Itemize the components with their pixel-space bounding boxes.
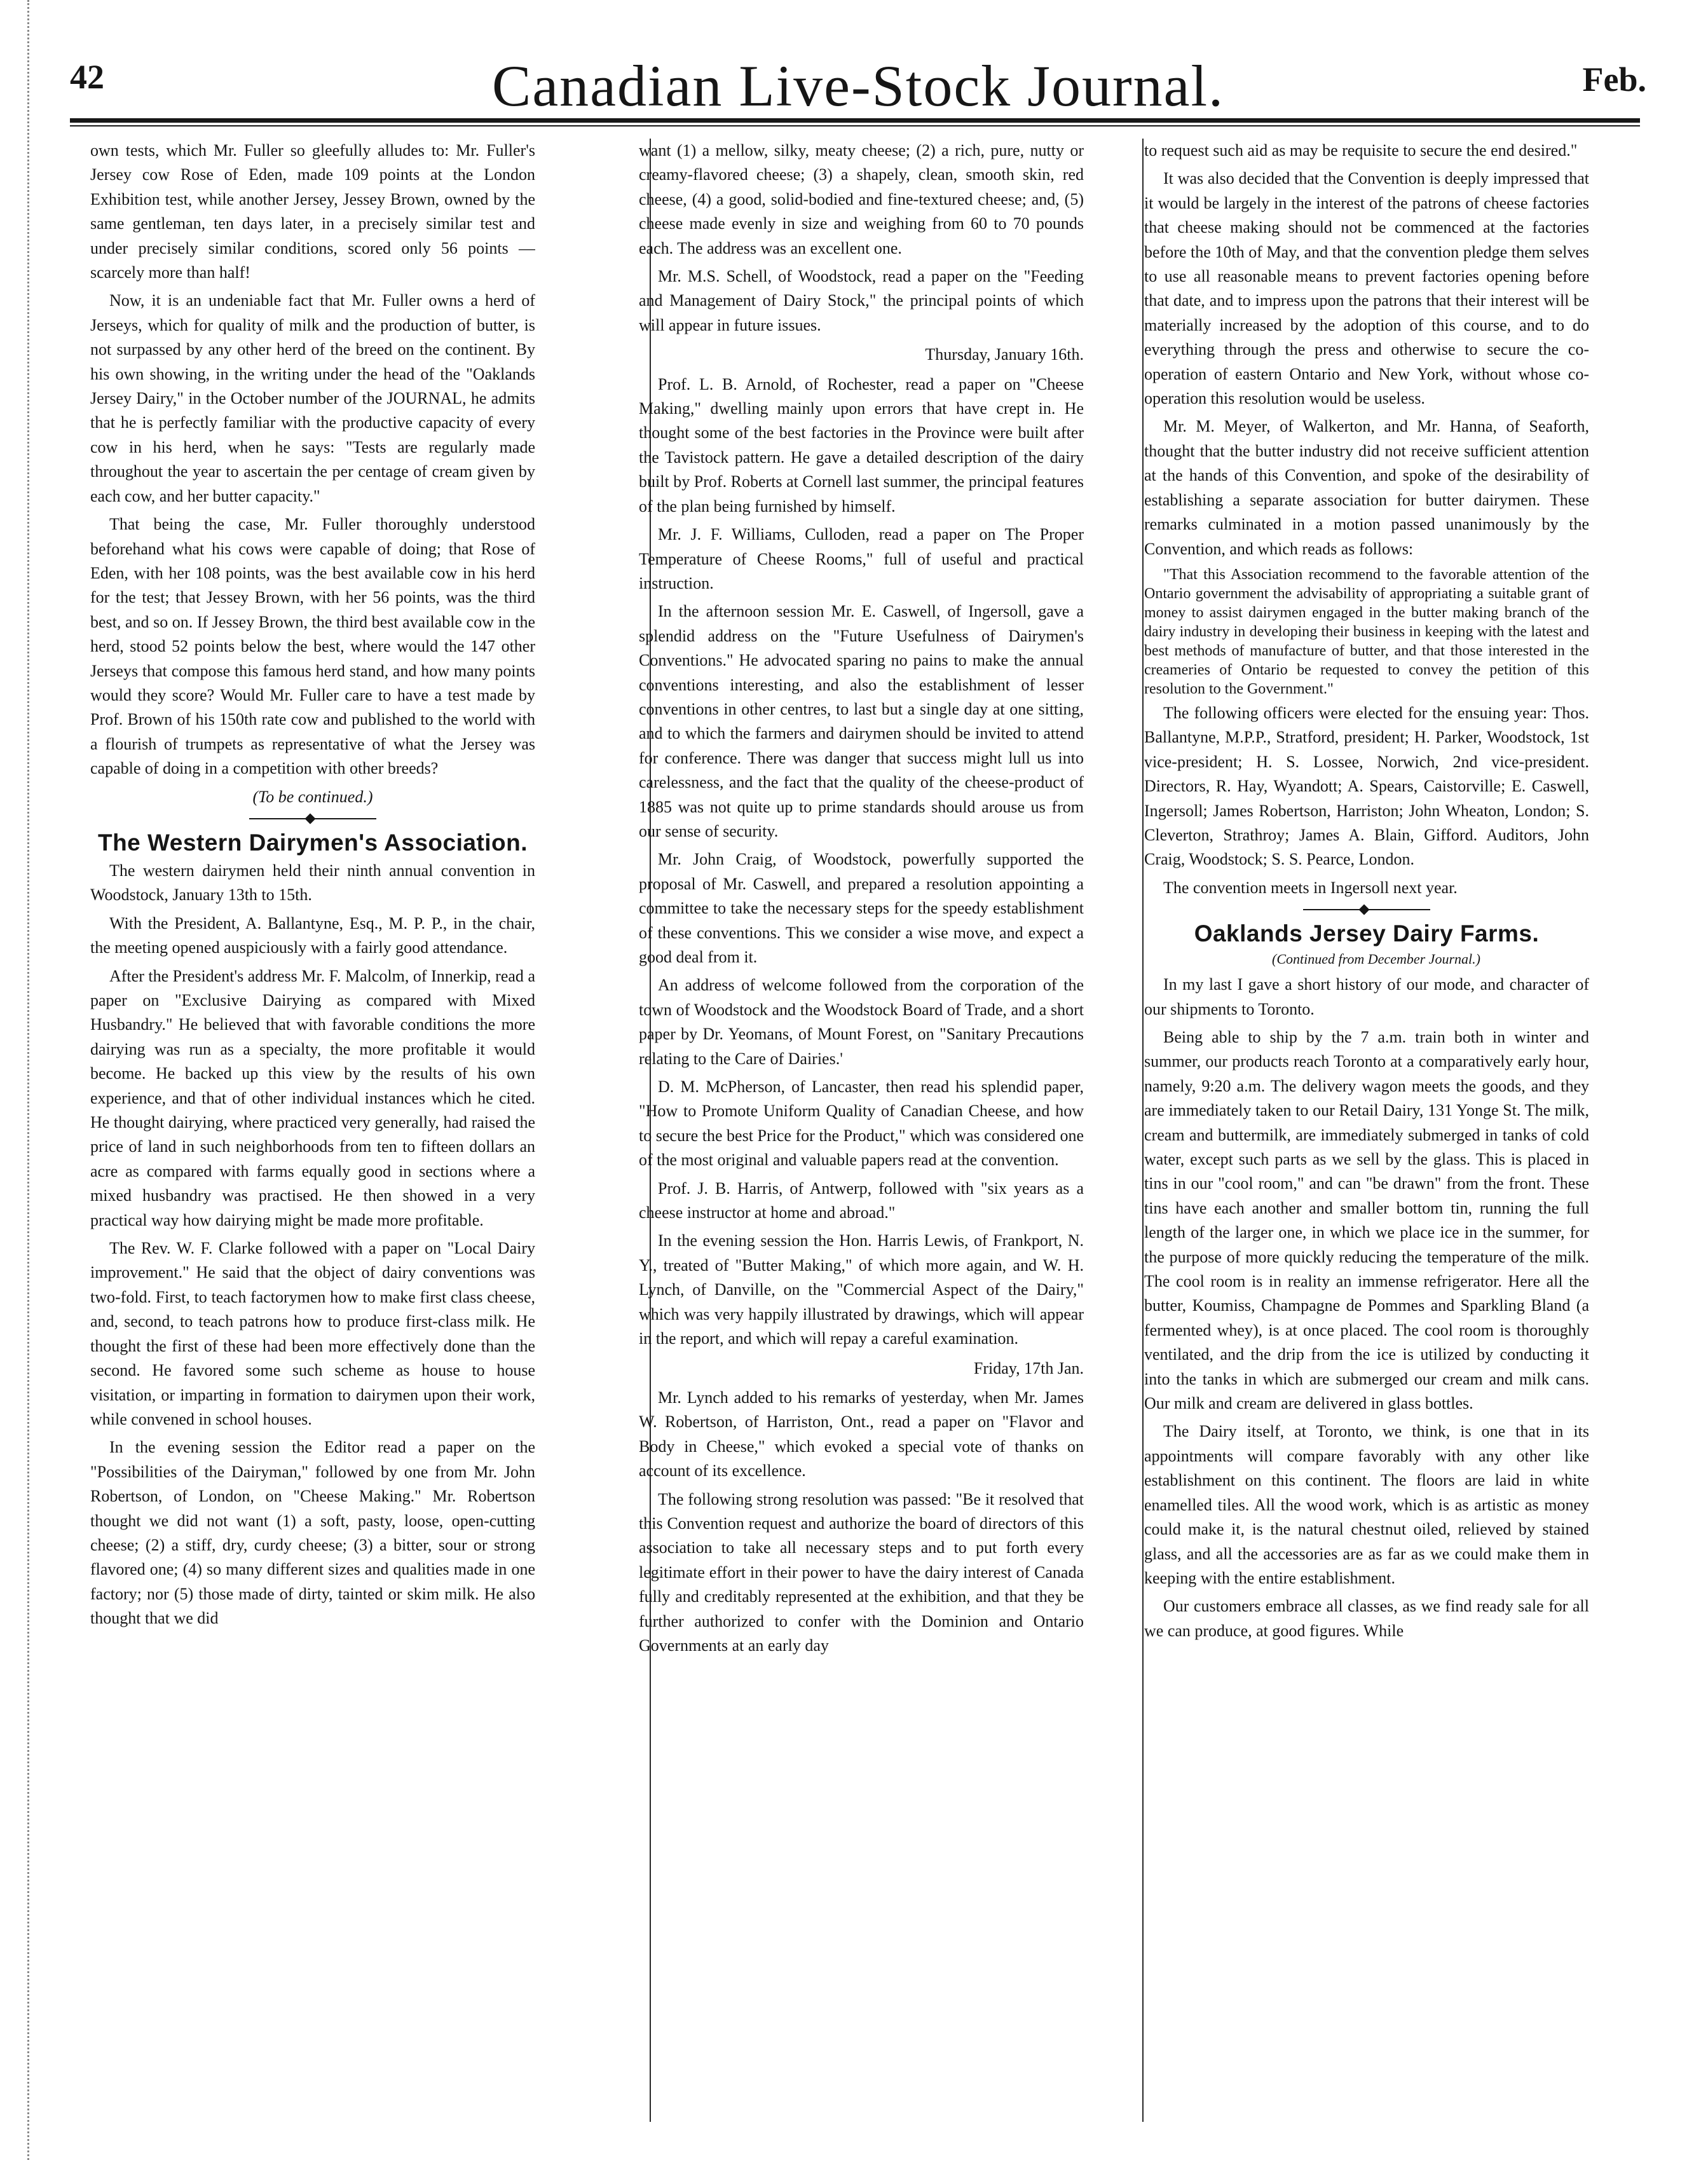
page-number: 42 (70, 58, 104, 96)
paragraph: own tests, which Mr. Fuller so gleefully alludes to: Mr. Fuller's Jersey cow Rose of Eden, made 109 points at the London Exhibition test, while another Jersey, Jessey Brown, owned by the same gentleman, ten days later, in a precisely similar test and under precisely similar conditions, scored only 56 points —scarcely more than half! (90, 141, 535, 282)
issue-month: Feb. (1582, 60, 1646, 99)
paragraph: The western dairymen held their ninth annual convention in Woodstock, January 13th to 15th. (90, 861, 535, 905)
paragraph: In the afternoon session Mr. E. Caswell, of Ingersoll, gave a splendid address on the "Future Usefulness of Dairymen's Conventions." He advocated sparing no pains to make the annual conventions interesting, and also the establishment of lesser conventions in other centres, to last but a single day at one sitting, and to which the farmers and dairymen should be invited to attend for conference. There was danger that success might lull us into carelessness, and the fact that the quality of the cheese-product of 1885 was not quite up to prime standards should arouse us from our sense of security. (639, 602, 1084, 840)
column-3 (1144, 139, 1589, 2135)
section-divider (1303, 906, 1430, 913)
resolution-quote: "That this Association recommend to the favorable attention of the Ontario government the advisability of appropriating a suitable grant of money to assist dairymen engaged in the butter making branch of the dairy industry in developing their business in keeping with the latest and best methods of manufacture of butter, and that those interested in the creameries of Ontario be requested to convey the petition of this resolution to the Government." (1144, 566, 1589, 697)
page-header (51, 38, 1665, 118)
paragraph: In the evening session the Editor read a paper on the "Possibilities of the Dairyman," followed by one from Mr. John Robertson, of London, on "Cheese Making." Mr. Robertson thought we did not want (1) a soft, pasty, loose, open-cutting cheese; (2) a stiff, dry, curdy cheese; (3) a bitter, sour or strong flavored one; (4) so many different sizes and qualities made in one factory; nor (5) those made of dirty, tainted or skim milk. He also thought that we did (90, 1438, 535, 1628)
paragraph: want (1) a mellow, silky, meaty cheese; (2) a rich, pure, nutty or creamy-flavored cheese; (3) a shapely, clean, smooth skin, red cheese, (4) a good, solid-bodied and fine-textured cheese; and, (5) cheese made evenly in size and weighing from 60 to 70 pounds each. The address was an excellent one. (639, 141, 1084, 257)
paragraph: Prof. L. B. Arnold, of Rochester, read a paper on "Cheese Making," dwelling mainly upon errors that have crept in. He thought some of the best factories in the Province were built after the Tavistock pattern. He gave a detailed description of the dairy built by Prof. Roberts at Cornell last summer, the principal features of the plan being furnished by himself. (639, 374, 1084, 516)
paragraph: After the President's address Mr. F. Malcolm, of Innerkip, read a paper on "Exclusive Dairying as compared with Mixed Husbandry." He believed that with favorable conditions the more dairying was run as a specialty, the more profitable it would become. He backed up this view by the results of his own experience, and that of other individual instances which he cited. He thought dairying, where practiced very generally, had raised the price of land in such neighborhoods from ten to fifteen dollars an acre as compared with farms equally good in sections where a mixed husbandry was practised. He then showed in a very practical way how dairying might be made more profitable. (90, 966, 535, 1229)
column-rule (1142, 139, 1144, 2122)
paragraph: Mr. John Craig, of Woodstock, powerfully supported the proposal of Mr. Caswell, and prepared a resolution appointing a committee to take the necessary steps for the speedy establishment of these conventions. This we consider a wise move, and expect a good deal from it. (639, 850, 1084, 966)
paragraph: Now, it is an undeniable fact that Mr. Fuller owns a herd of Jerseys, which for quality of milk and the production of butter, is not surpassed by any other herd of the breed on the continent. By his own showing, in the writing under the head of the "Oaklands Jersey Dairy," in the October number of the JOURNAL, he admits that he is perfectly familiar with the productive capacity of every cow in his herd, when he says: "Tests are regularly made throughout the year to ascertain the per centage of cream given by each cow, and her butter capacity." (90, 291, 535, 505)
paragraph: Mr. M. Meyer, of Walkerton, and Mr. Hanna, of Seaforth, thought that the butter industry did not receive sufficient attention at the hands of this Convention, and spoke of the desirability of establishing a separate association for butter dairymen. These remarks culminated in a motion passed unanimously by the Convention, and which reads as follows: (1144, 417, 1589, 558)
paragraph: The following officers were elected for the ensuing year: Thos. Ballantyne, M.P.P., Stratford, president; H. Parker, Woodstock, 1st vice-president; H. S. Lossee, Norwich, 2nd vice-president. Directors, R. Hay, Wyandott; A. Spears, Caistorville; E. Caswell, Ingersoll; James Robertson, Harriston; John Wheaton, London; S. Cleverton, Strathroy; James A. Blain, Gifford. Auditors, John Craig, Woodstock; S. S. Pearce, London. (1144, 703, 1589, 869)
paragraph: The following strong resolution was passed: "Be it resolved that this Convention request and authorize the board of directors of this association to take all necessary steps and to put forth every legitimate effort in their power to have the dairy interest of Canada fully and creditably represented at the exhibition, and that they be further authorized to confer with the Dominion and Ontario Governments at an early day (639, 1489, 1084, 1655)
scan-edge (0, 0, 29, 2160)
paragraph: Being able to ship by the 7 a.m. train both in winter and summer, our products reach Toronto at a comparatively early hour, namely, 9:20 a.m. The delivery wagon meets the goods, and they are immediately taken to our Retail Dairy, 131 Yonge St. The milk, cream and buttermilk, are immediately submerged in tanks of cold water, except such parts as we sell by the glass. This is placed in tins in our "cool room," and can "be drawn" from the front. These tins have each another and smaller bottom tin, running the full length of the larger one, in which we place ice in the summer, for the purpose of more quickly reducing the temperature of the milk. The cool room is in reality an immense refrigerator. Here all the butter, Koumiss, Champagne de Pommes and Sparkling Bland (a fermented whey), is at once placed. The cool room is thoroughly ventilated, and the drip from the ice is utilized by conducting it into the tanks in which are submerged our cream and milk cans. Our milk and cream are delivered in glass bottles. (1144, 1027, 1589, 1413)
paragraph: Mr. Lynch added to his remarks of yesterday, when Mr. James W. Robertson, of Harriston, Ont., read a paper on "Flavor and Body in Cheese," which evoked a special vote of thanks on account of its excellence. (639, 1388, 1084, 1480)
section-divider (249, 816, 376, 822)
dateline: Thursday, January 16th. (925, 345, 1084, 364)
paragraph: Mr. M.S. Schell, of Woodstock, read a paper on the "Feeding and Management of Dairy Stock," the principal points of which will appear in future issues. (639, 267, 1084, 334)
paragraph: That being the case, Mr. Fuller thoroughly understood beforehand what his cows were capable of doing; that Rose of Eden, with her 108 points, was the best available cow in his herd for the test; that Jessey Brown, with her 56 points, was the third best, and so on. If Jessey Brown, the third best available cow in the herd, stood 52 points below the best, where would the 147 other Jerseys that compose this famous herd stand, and how many points would they score? Would Mr. Fuller care to have a test made by Prof. Brown of his 150th rate cow and published to the world with a flourish of trumpets as representative of what the Jersey was capable of doing in a competition with other breeds? (90, 515, 535, 778)
paragraph: It was also decided that the Convention is deeply impressed that it would be largely in the interest of the patrons of cheese factories that cheese making should not be commenced at the factories before the 10th of May, and that the convention pledge them selves to use all reasonable means to prevent factories opening before that date, and to impress upon the patrons that their interest will be materially increased by the adoption of this course, and to do everything through the press and otherwise to secure the co-operation of eastern Ontario and New York, without whose co-operation this resolution would be useless. (1144, 169, 1589, 408)
to-be-continued-note: (To be continued.) (252, 787, 373, 806)
paragraph: D. M. McPherson, of Lancaster, then read his splendid paper, "How to Promote Uniform Quality of Canadian Cheese, and how to secure the best Price for the Product," which was considered one of the most original and valuable papers read at the convention. (639, 1077, 1084, 1170)
header-rule (70, 118, 1640, 126)
paragraph: In my last I gave a short history of our mode, and character of our shipments to Toronto. (1144, 975, 1589, 1018)
paragraph: The convention meets in Ingersoll next year. (1163, 878, 1458, 897)
paragraph: Our customers embrace all classes, as we find ready sale for all we can produce, at good figures. While (1144, 1597, 1589, 1640)
column-1 (90, 139, 535, 2135)
dateline: Friday, 17th Jan. (973, 1358, 1084, 1377)
paragraph: Mr. J. F. Williams, Culloden, read a paper on The Proper Temperature of Cheese Rooms," full of useful and practical instruction. (639, 525, 1084, 592)
article-subtitle: (Continued from December Journal.) (1272, 951, 1480, 967)
journal-title: Canadian Live-Stock Journal. (491, 53, 1225, 118)
paragraph: Prof. J. B. Harris, of Antwerp, followed with "six years as a cheese instructor at home and abroad." (639, 1179, 1084, 1222)
paragraph: In the evening session the Hon. Harris Lewis, of Frankport, N. Y., treated of "Butter Making," of which more again, and W. H. Lynch, of Danville, on the "Commercial Aspect of the Dairy," which was very happily illustrated by drawings, which will appear in the report, and which will repay a careful examination. (639, 1231, 1084, 1348)
paragraph: The Dairy itself, at Toronto, we think, is one that in its appointments will compare favorably with any other like establishment on this continent. The floors are laid in white enamelled tiles. All the wood work, which is as artistic as money could make it, is the natural chestnut oiled, relieved by stained glass, and all the accessories are as far as we could make them in keeping with the entire establishment. (1144, 1422, 1589, 1587)
column-2 (639, 139, 1084, 2135)
paragraph: to request such aid as may be requisite to secure the end desired." (1144, 141, 1578, 160)
article-heading: The Western Dairymen's Association. (97, 829, 528, 856)
paragraph: With the President, A. Ballantyne, Esq., M. P. P., in the chair, the meeting opened auspiciously with a fairly good attendance. (90, 913, 535, 957)
article-heading: Oaklands Jersey Dairy Farms. (1194, 920, 1540, 947)
paragraph: An address of welcome followed from the corporation of the town of Woodstock and the Woodstock Board of Trade, and a short paper by Dr. Yeomans, of Mount Forest, on "Sanitary Precautions relating to the Care of Dairies.' (639, 976, 1084, 1068)
paragraph: The Rev. W. F. Clarke followed with a paper on "Local Dairy improvement." He said that the object of dairy conventions was two-fold. First, to teach factorymen how to make first class cheese, and, second, to teach patrons how to produce first-class milk. He thought the first of these had been more effectively done than the second. He favored some such scheme as house to house visitation, or imparting in formation to dairymen upon their work, while convened in school houses. (90, 1239, 535, 1428)
